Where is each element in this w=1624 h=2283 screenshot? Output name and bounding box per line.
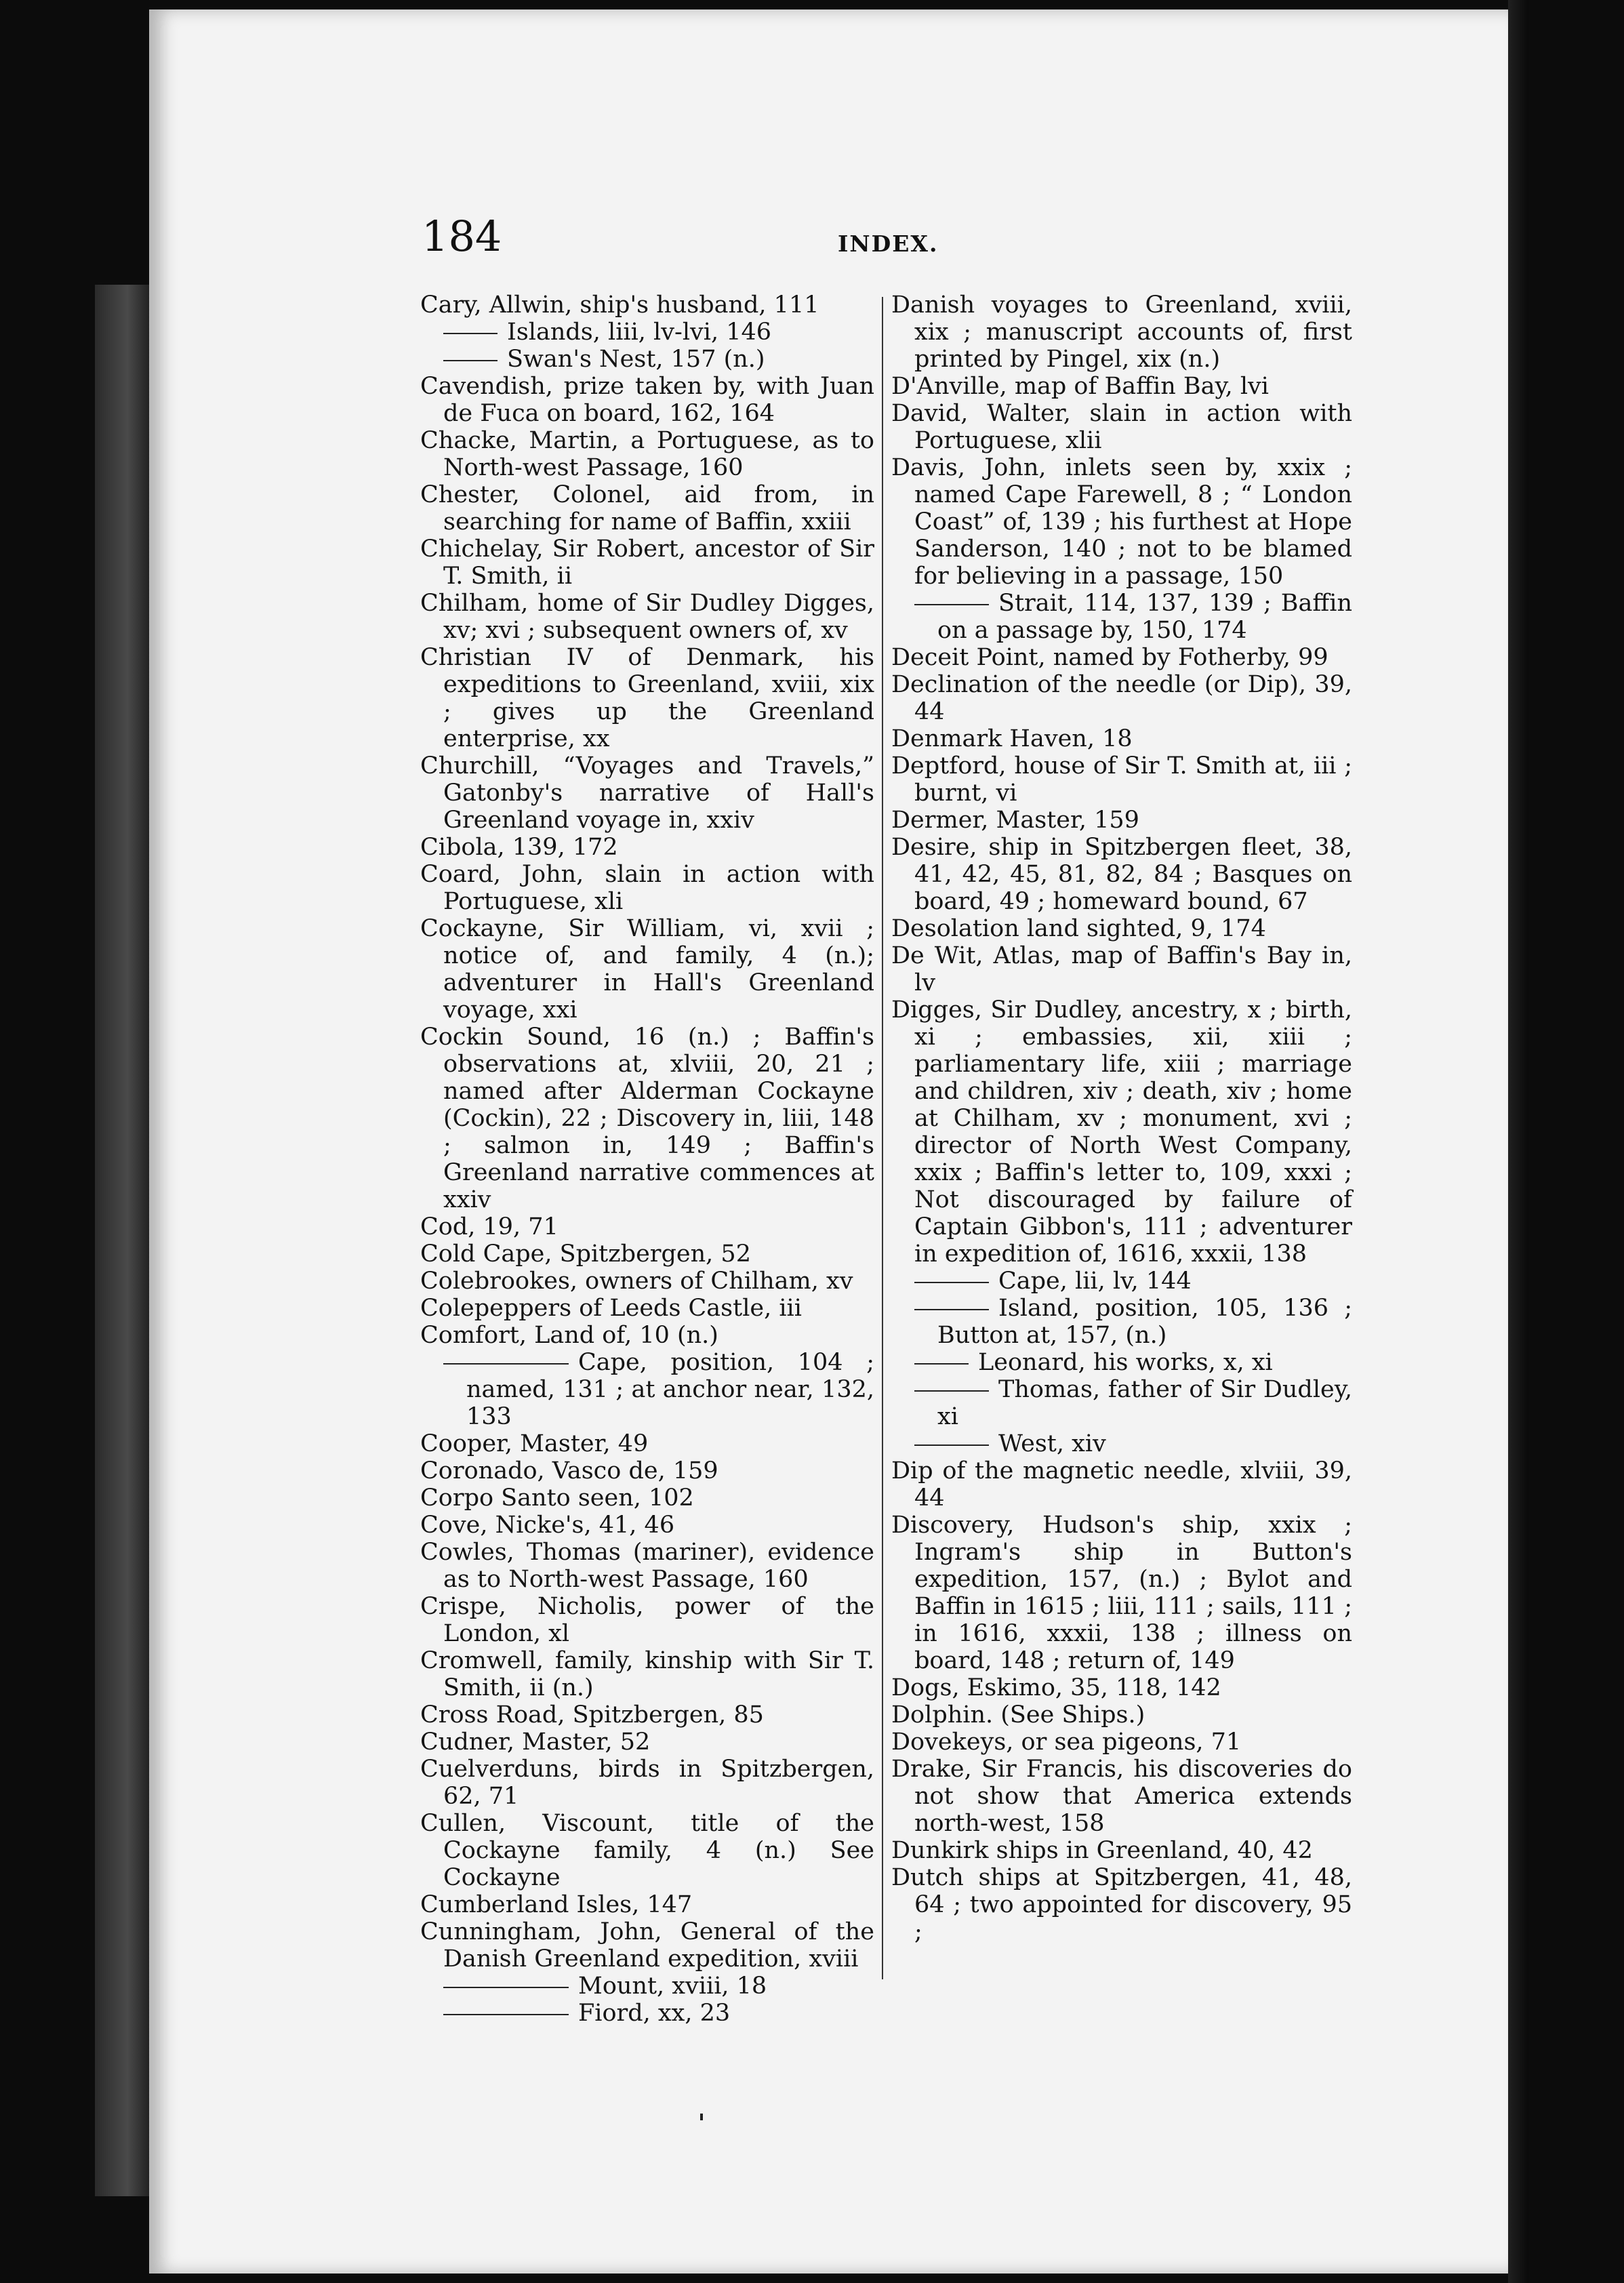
index-entry-text: Comfort, Land of, 10 (n.): [420, 1322, 718, 1349]
column-divider: [882, 297, 883, 1979]
index-entry-text: Cibola, 139, 172: [420, 834, 618, 861]
index-entry: [891, 807, 1352, 834]
ditto-dash: [443, 360, 498, 361]
index-entry-text: Danish voyages to Greenland, xviii, xix ; manuscript accounts of, first printed by Pingel, xix (n.): [891, 291, 1352, 373]
index-entry: [420, 536, 874, 590]
index-entry: [420, 346, 874, 373]
index-entry-text: Cuelverduns, birds in Spitzbergen, 62, 71: [420, 1756, 874, 1810]
index-entry-text: Dip of the magnetic needle, xlviii, 39, 44: [891, 1457, 1352, 1512]
index-entry-text: Cape, lii, lv, 144: [998, 1268, 1192, 1295]
index-entry: [891, 1864, 1352, 1945]
index-entry-text: Cumberland Isles, 147: [420, 1891, 693, 1918]
index-entry-text: Desire, ship in Spitzbergen fleet, 38, 41, 42, 45, 81, 82, 84 ; Basques on board, 49 ; homeward bound, 67: [891, 834, 1352, 915]
running-head: INDEX.: [838, 230, 939, 257]
index-entry: [420, 1918, 874, 1973]
index-entry-text: Chacke, Martin, a Portuguese, as to North-west Passage, 160: [420, 427, 874, 481]
index-entry: [420, 1647, 874, 1701]
printer-mark: [700, 2114, 703, 2120]
index-entry: [891, 400, 1352, 454]
index-entry: [891, 291, 1352, 373]
ditto-dash: [914, 1363, 969, 1365]
index-entry: [420, 1268, 874, 1295]
ditto-dash: [443, 1987, 569, 1988]
index-entry-text: Dolphin. (See Ships.): [891, 1701, 1145, 1729]
index-entry-text: Discovery, Hudson's ship, xxix ; Ingram's ship in Button's expedition, 157, (n.) ; Bylot and Baffin in 1615 ; liii, 111 ; sails, 111 ; in 1616, xxxii, 138 ; illness on board, 148 ; return of, 149: [891, 1512, 1352, 1674]
ditto-dash: [443, 1363, 569, 1365]
index-entry: [420, 1810, 874, 1891]
index-entry: [891, 454, 1352, 590]
index-entry: [891, 1430, 1352, 1457]
index-entry: [420, 1701, 874, 1729]
index-entry-text: Cockin Sound, 16 (n.) ; Baffin's observations at, xlviii, 20, 21 ; named after Alderman Cockayne (Cockin), 22 ; Discovery in, liii, 148 ; salmon in, 149 ; Baffin's Greenland narrative commences at xxiv: [420, 1024, 874, 1213]
index-entry: [891, 1457, 1352, 1512]
index-entry-text: Christian IV of Denmark, his expeditions to Greenland, xviii, xix ; gives up the Greenland enterprise, xx: [420, 644, 874, 752]
index-entry-text: Dogs, Eskimo, 35, 118, 142: [891, 1674, 1221, 1701]
index-entry-text: D'Anville, map of Baffin Bay, lvi: [891, 373, 1269, 400]
ditto-dash: [914, 604, 989, 605]
ditto-dash: [443, 333, 498, 334]
index-entry-text: Colepeppers of Leeds Castle, iii: [420, 1295, 802, 1322]
index-entry: [420, 1024, 874, 1213]
index-entry-text: Cove, Nicke's, 41, 46: [420, 1512, 675, 1539]
index-entry: [420, 373, 874, 427]
index-entry-text: Corpo Santo seen, 102: [420, 1484, 694, 1512]
index-entry-text: Thomas, father of Sir Dudley, xi: [937, 1376, 1352, 1430]
index-entry: [420, 1891, 874, 1918]
index-entry: [420, 427, 874, 481]
index-entry-text: Dutch ships at Spitzbergen, 41, 48, 64 ; two appointed for discovery, 95 ;: [891, 1864, 1352, 1945]
index-entry-text: Fiord, xx, 23: [578, 2000, 731, 2027]
index-entry-text: Dunkirk ships in Greenland, 40, 42: [891, 1837, 1313, 1864]
index-entry: [420, 644, 874, 752]
index-entry-text: De Wit, Atlas, map of Baffin's Bay in, lv: [891, 942, 1352, 996]
index-entry: [891, 644, 1352, 671]
ditto-dash: [914, 1390, 989, 1392]
index-entry: [420, 1973, 874, 2000]
index-entry-text: Coronado, Vasco de, 159: [420, 1457, 718, 1484]
index-entry: [891, 1729, 1352, 1756]
index-entry: [420, 1430, 874, 1457]
index-entry-text: Drake, Sir Francis, his discoveries do not show that America extends north-west, 158: [891, 1756, 1352, 1837]
index-entry: [891, 671, 1352, 725]
index-column-right: [891, 291, 1352, 1945]
index-entry-text: Colebrookes, owners of Chilham, xv: [420, 1268, 853, 1295]
index-entry-text: Desolation land sighted, 9, 174: [891, 915, 1266, 942]
index-entry: [420, 481, 874, 536]
index-entry: [420, 834, 874, 861]
index-entry-text: Leonard, his works, x, xi: [978, 1349, 1273, 1376]
index-entry-text: Coard, John, slain in action with Portuguese, xli: [420, 861, 874, 915]
index-entry-text: Crispe, Nicholis, power of the London, xl: [420, 1593, 874, 1647]
index-entry: [891, 996, 1352, 1268]
index-entry: [420, 1593, 874, 1647]
index-entry: [420, 590, 874, 644]
index-entry-text: Declination of the needle (or Dip), 39, 44: [891, 671, 1352, 725]
index-entry-text: Chester, Colonel, aid from, in searching for name of Baffin, xxiii: [420, 481, 874, 536]
index-entry: [420, 1729, 874, 1756]
index-entry: [891, 1674, 1352, 1701]
index-entry: [420, 2000, 874, 2027]
index-entry-text: Cudner, Master, 52: [420, 1729, 651, 1756]
index-entry: [420, 1295, 874, 1322]
ditto-dash: [914, 1309, 989, 1310]
index-entry-text: Deceit Point, named by Fotherby, 99: [891, 644, 1328, 671]
index-entry: [891, 942, 1352, 996]
index-entry-text: David, Walter, slain in action with Portuguese, xlii: [891, 400, 1352, 454]
book-spine-shadow: [95, 285, 149, 2196]
index-entry: [420, 319, 874, 346]
index-entry: [891, 1295, 1352, 1349]
index-entry: [891, 1837, 1352, 1864]
ditto-dash: [914, 1282, 989, 1283]
index-entry: [420, 861, 874, 915]
index-entry: [420, 752, 874, 834]
index-entry-text: Islands, liii, lv-lvi, 146: [507, 319, 772, 346]
index-entry-text: Cowles, Thomas (mariner), evidence as to North-west Passage, 160: [420, 1539, 874, 1593]
index-entry-text: Digges, Sir Dudley, ancestry, x ; birth, xi ; embassies, xii, xiii ; parliamentary life, xiii ; marriage and children, xiv ; death, xiv ; home at Chilham, xv ; monument, xvi ; director of North West Company, xxix ; Baffin's letter to, 109, xxxi ; Not discouraged by failure of Captain Gibbon's, 111 ; adventurer in expedition of, 1616, xxxii, 138: [891, 996, 1352, 1268]
index-entry-text: Dermer, Master, 159: [891, 807, 1139, 834]
index-entry-text: Deptford, house of Sir T. Smith at, iii ; burnt, vi: [891, 752, 1352, 807]
ditto-dash: [914, 1444, 989, 1446]
index-entry-text: Island, position, 105, 136 ; Button at, 157, (n.): [937, 1295, 1352, 1349]
index-entry-text: Strait, 114, 137, 139 ; Baffin on a passage by, 150, 174: [937, 590, 1352, 644]
index-entry-text: Chilham, home of Sir Dudley Digges, xv; xvi ; subsequent owners of, xv: [420, 590, 874, 644]
index-entry: [891, 725, 1352, 752]
index-entry-text: Davis, John, inlets seen by, xxix ; named Cape Farewell, 8 ; “ London Coast” of, 139 ; his furthest at Hope Sanderson, 140 ; not to be blamed for believing in a passage, 150: [891, 454, 1352, 590]
index-entry: [420, 291, 874, 319]
index-entry-text: Cape, position, 104 ; named, 131 ; at anchor near, 132, 133: [466, 1349, 874, 1430]
index-entry: [891, 752, 1352, 807]
index-entry: [420, 1213, 874, 1240]
index-entry: [420, 1349, 874, 1430]
index-entry: [891, 834, 1352, 915]
index-entry: [420, 1512, 874, 1539]
index-entry: [420, 1756, 874, 1810]
index-entry-text: Churchill, “Voyages and Travels,” Gatonby's narrative of Hall's Greenland voyage in, xxiv: [420, 752, 874, 834]
index-entry-text: Cooper, Master, 49: [420, 1430, 649, 1457]
index-entry-text: Cold Cape, Spitzbergen, 52: [420, 1240, 751, 1268]
index-entry-text: Mount, xviii, 18: [578, 1973, 767, 2000]
index-column-left: [420, 291, 874, 2027]
index-entry-text: Denmark Haven, 18: [891, 725, 1133, 752]
index-entry: [891, 373, 1352, 400]
index-entry-text: Cod, 19, 71: [420, 1213, 559, 1240]
index-entry: [891, 915, 1352, 942]
index-entry-text: West, xiv: [998, 1430, 1106, 1457]
index-entry: [891, 1349, 1352, 1376]
index-entry: [420, 1539, 874, 1593]
index-entry: [891, 590, 1352, 644]
index-entry-text: Dovekeys, or sea pigeons, 71: [891, 1729, 1242, 1756]
index-entry-text: Cullen, Viscount, title of the Cockayne family, 4 (n.) See Cockayne: [420, 1810, 874, 1891]
index-entry: [420, 1457, 874, 1484]
index-entry-text: Cross Road, Spitzbergen, 85: [420, 1701, 764, 1729]
index-entry: [420, 1484, 874, 1512]
ditto-dash: [443, 2014, 569, 2015]
index-entry: [420, 1322, 874, 1349]
adjacent-page-edge: [1508, 0, 1528, 2283]
index-entry-text: Cromwell, family, kinship with Sir T. Smith, ii (n.): [420, 1647, 874, 1701]
index-entry-text: Cockayne, Sir William, vi, xvii ; notice of, and family, 4 (n.); adventurer in Hall's Greenland voyage, xxi: [420, 915, 874, 1024]
index-entry: [891, 1756, 1352, 1837]
index-entry-text: Swan's Nest, 157 (n.): [507, 346, 765, 373]
index-entry-text: Cavendish, prize taken by, with Juan de Fuca on board, 162, 164: [420, 373, 874, 427]
page-number: 184: [422, 211, 502, 261]
index-entry-text: Chichelay, Sir Robert, ancestor of Sir T. Smith, ii: [420, 536, 874, 590]
index-entry-text: Cunningham, John, General of the Danish Greenland expedition, xviii: [420, 1918, 874, 1973]
index-entry: [891, 1512, 1352, 1674]
index-entry: [420, 915, 874, 1024]
index-entry: [420, 1240, 874, 1268]
index-entry: [891, 1376, 1352, 1430]
index-entry-text: Cary, Allwin, ship's husband, 111: [420, 291, 819, 319]
index-entry: [891, 1268, 1352, 1295]
index-entry: [891, 1701, 1352, 1729]
